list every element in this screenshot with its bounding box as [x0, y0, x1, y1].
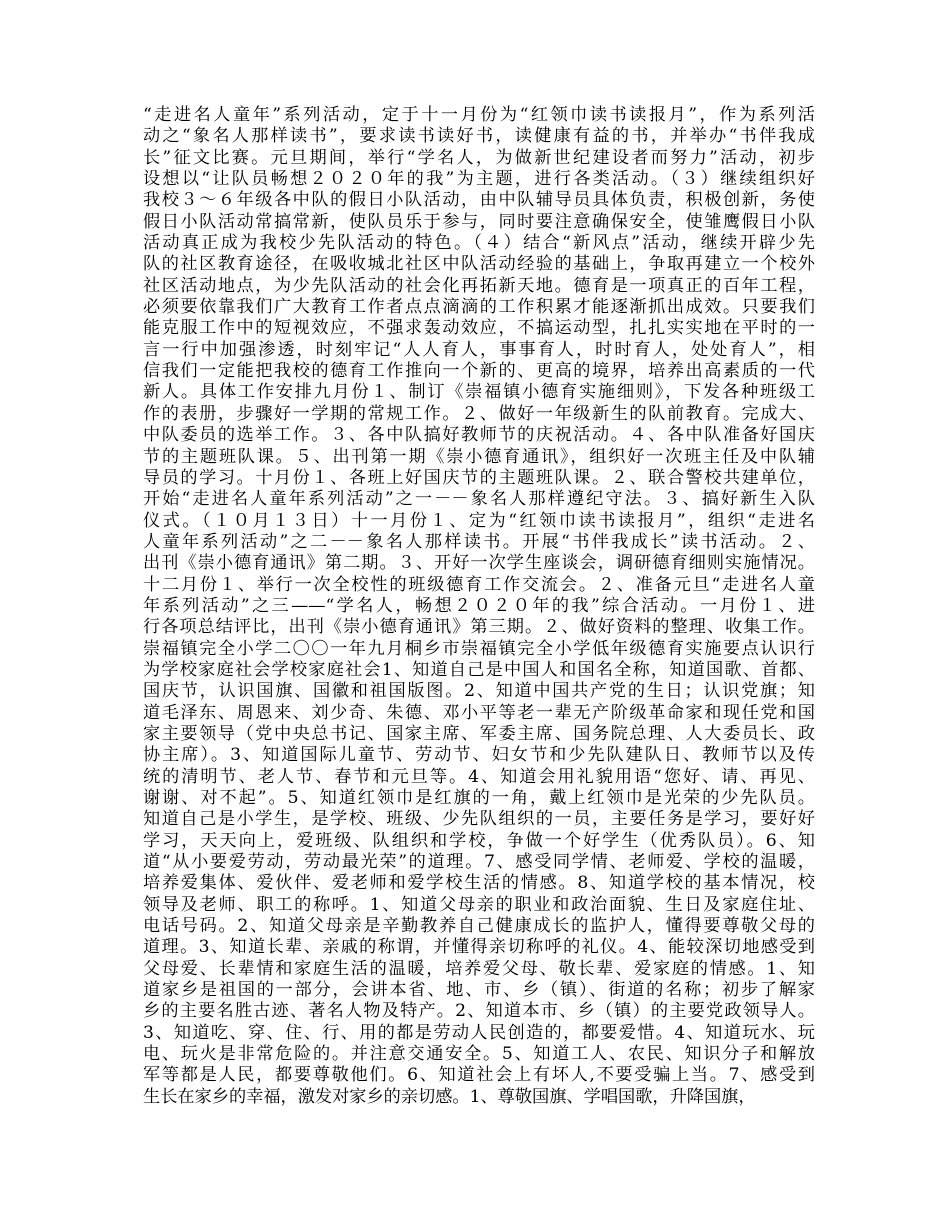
- text-line: 领导及老师、职工的称呼。1、知道父母亲的职业和政治面貌、生日及家庭住址、: [143, 894, 815, 915]
- text-line: 作的表册，步骤好一学期的常规工作。２、做好一年级新生的队前教育。完成大、: [143, 403, 815, 424]
- text-line: 道“从小要爱劳动，劳动最光荣”的道理。7、感受同学情、老师爱、学校的温暖，: [143, 852, 815, 873]
- text-line: “走进名人童年”系列活动，定于十一月份为“红领巾读书读报月”，作为系列活: [143, 105, 815, 125]
- text-line: 出刊《崇小德育通讯》第二期。３、开好一次学生座谈会，调研德育细则实施情况。: [143, 553, 815, 574]
- text-line: 长”征文比赛。元旦期间，举行“学名人，为做新世纪建设者而努力”活动，初步: [143, 147, 815, 168]
- text-line: 家主要领导（党中央总书记、国家主席、军委主席、国务院总理、人大委员长、政: [143, 723, 815, 744]
- text-line: 道理。3、知道长辈、亲戚的称谓，并懂得亲切称呼的礼仪。4、能较深切地感受到: [143, 937, 815, 958]
- text-line: 假日小队活动常搞常新，使队员乐于参与，同时要注意确保安全，使雏鹰假日小队: [143, 211, 815, 232]
- text-line: 节的主题班队课。５、出刊第一期《崇小德育通讯》，组织好一次班主任及中队辅: [143, 446, 815, 467]
- text-line: 生长在家乡的幸福，激发对家乡的亲切感。1、尊敬国旗、学唱国歌，升降国旗，: [143, 1086, 756, 1107]
- text-line: 军等都是人民，都要尊敬他们。6、知道社会上有坏人,不要受骗上当。7、感受到: [143, 1065, 815, 1086]
- text-line: 导员的学习。十月份１、各班上好国庆节的主题班队课。２、联合警校共建单位，: [143, 467, 815, 488]
- text-line: 谢谢、对不起”。5、知道红领巾是红旗的一角，戴上红领巾是光荣的少先队员。: [143, 788, 815, 808]
- text-line: 人童年系列活动”之二－－象名人那样读书。开展“书伴我成长”读书活动。２、: [143, 531, 815, 552]
- text-line: 为学校家庭社会学校家庭社会1、知道自己是中国人和国名全称，知道国歌、首都、: [143, 659, 815, 680]
- text-line: 电话号码。2、知道父母亲是辛勤教养自己健康成长的监护人，懂得要尊敬父母的: [143, 916, 815, 937]
- text-line: 培养爱集体、爱伙伴、爱老师和爱学校生活的情感。8、知道学校的基本情况，校: [143, 873, 815, 894]
- text-line: 十二月份１、举行一次全校性的班级德育工作交流会。２、准备元旦“走进名人童: [143, 574, 815, 595]
- text-line: 开始“走进名人童年系列活动”之一－－象名人那样遵纪守法。３、搞好新生入队: [143, 489, 815, 510]
- text-line: 必须要依靠我们广大教育工作者点点滴滴的工作积累才能逐渐抓出成效。只要我们: [143, 297, 815, 318]
- text-line: 能克服工作中的短视效应，不强求轰动效应，不搞运动型，扎扎实实地在平时的一: [143, 318, 815, 339]
- text-line: 崇福镇完全小学二〇〇一年九月桐乡市崇福镇完全小学低年级德育实施要点认识行: [143, 638, 815, 659]
- text-line: 中队委员的选举工作。３、各中队搞好教师节的庆祝活动。４、各中队准备好国庆: [143, 425, 815, 446]
- text-line: 知道自己是小学生，是学校、班级、少先队组织的一员，主要任务是学习，要好好: [143, 809, 815, 830]
- text-line: 统的清明节、老人节、春节和元旦等。4、知道会用礼貌用语“您好、请、再见、: [143, 766, 815, 787]
- text-line: 活动真正成为我校少先队活动的特色。（４）结合“新风点”活动，继续开辟少先: [143, 233, 815, 254]
- text-line: 国庆节，认识国旗、国徽和祖国版图。2、知道中国共产党的生日；认识党旗；知: [143, 681, 815, 702]
- text-line: 动之“象名人那样读书”，要求读书读好书，读健康有益的书，并举办“书伴我成: [143, 126, 815, 147]
- text-line: 行各项总结评比，出刊《崇小德育通讯》第三期。２、做好资料的整理、收集工作。: [143, 617, 815, 638]
- text-line: 3、知道吃、穿、住、行、用的都是劳动人民创造的，都要爱惜。4、知道玩水、玩: [143, 1022, 815, 1043]
- body-text: [143, 105, 815, 1108]
- text-line: 道毛泽东、周恩来、刘少奇、朱德、邓小平等老一辈无产阶级革命家和现任党和国: [143, 702, 815, 723]
- text-line: 仪式。（１０月１３日）十一月份１、定为“红领巾读书读报月”，组织“走进名: [143, 510, 815, 531]
- text-line: 学习，天天向上，爱班级、队组织和学校，争做一个好学生（优秀队员）。6、知: [143, 830, 815, 851]
- text-line: 道家乡是祖国的一部分，会讲本省、地、市、乡（镇）、街道的名称；初步了解家: [143, 980, 815, 1001]
- text-line: 新人。具体工作安排九月份１、制订《崇福镇小德育实施细则》，下发各种班级工: [143, 382, 815, 403]
- text-line: 父母爱、长辈情和家庭生活的温暖，培养爱父母、敬长辈、爱家庭的情感。1、知: [143, 958, 815, 979]
- text-line: 言一行中加强渗透，时刻牢记“人人育人，事事育人，时时育人，处处育人”，相: [143, 339, 815, 360]
- text-line: 社区活动地点，为少先队活动的社会化再拓新天地。德育是一项真正的百年工程，: [143, 275, 815, 296]
- text-line: 电、玩火是非常危险的。并注意交通安全。5、知道工人、农民、知识分子和解放: [143, 1044, 815, 1065]
- text-line: 乡的主要名胜古迹、著名人物及特产。2、知道本市、乡（镇）的主要党政领导人。: [143, 1001, 815, 1022]
- text-line: 年系列活动”之三——“学名人，畅想２０２０年的我”综合活动。一月份１、进: [143, 595, 815, 616]
- text-line: 队的社区教育途径，在吸收城北社区中队活动经验的基础上，争取再建立一个校外: [143, 254, 815, 275]
- text-line: 我校３～６年级各中队的假日小队活动，由中队辅导员具体负责，积极创新，务使: [143, 190, 815, 211]
- text-line: 信我们一定能把我校的德育工作推向一个新的、更高的境界，培养出高素质的一代: [143, 361, 815, 382]
- text-line: 设想以“让队员畅想２０２０年的我”为主题，进行各类活动。（３）继续组织好: [143, 169, 815, 190]
- text-line: 协主席）。3、知道国际儿童节、劳动节、妇女节和少先队建队日、教师节以及传: [143, 745, 815, 766]
